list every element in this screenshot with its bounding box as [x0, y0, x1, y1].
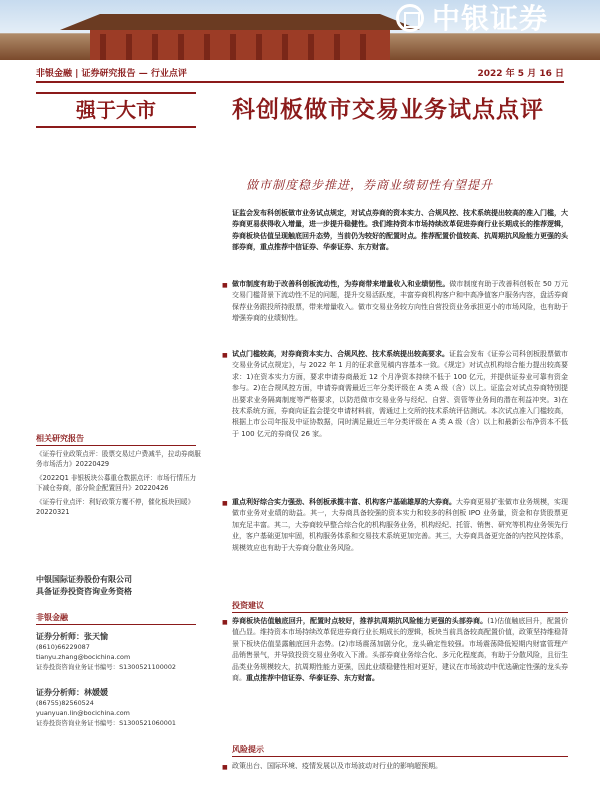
- report-subtitle: 做市制度稳步推进，券商业绩韧性有望提升: [246, 178, 494, 192]
- related-reports-list: [36, 449, 202, 521]
- point-text: 做市制度有助于改善科创板在 50 万元交易门槛背景下流动性不足的问题，提升交易活跃度，丰富券商机构客户和中高净值客户服务内容，盘活券商保荐业务跟投所持股票，带来增量收入。做市交易业务较方向性自营投资业务承担更小的市场风险，也有助于增强券商的业绩韧性。: [232, 280, 568, 323]
- analyst-name: 证券分析师：张天愉: [36, 632, 108, 641]
- rating-badge: 强于大市: [36, 92, 196, 128]
- sector-label: 非银金融: [36, 613, 68, 622]
- bullet-icon: ■: [222, 352, 228, 359]
- invest-paragraph: [232, 616, 568, 684]
- related-divider: [36, 445, 196, 446]
- analyst-phone: (8610)66229087: [36, 643, 90, 651]
- bullet-icon: ■: [222, 764, 228, 771]
- invest-tail: 重点推荐中信证券、华泰证券、东方财富。: [246, 674, 379, 683]
- key-point-3: [232, 497, 568, 554]
- analyst-email[interactable]: tianyu.zhang@bocichina.com: [36, 653, 131, 661]
- related-report-item[interactable]: 《证券行业点评：利好政策方覆不停，催化板块回暖》20220321: [36, 498, 195, 516]
- analyst-name: 证券分析师：林媛媛: [36, 688, 108, 697]
- invest-divider: [232, 612, 568, 613]
- analyst-card: [36, 632, 206, 672]
- key-point-1: [232, 279, 568, 325]
- risk-text: 政策出台、国际环境、疫情发展以及市场波动对行业的影响超预期。: [232, 762, 442, 770]
- firm-info: [36, 574, 202, 598]
- related-reports-label: 相关研究报告: [36, 434, 84, 443]
- key-point-2: [232, 349, 568, 440]
- analyst-card: [36, 688, 206, 728]
- invest-label: 投资建议: [232, 601, 264, 610]
- header-divider: [36, 81, 564, 83]
- report-date: 2022 年 5 月 16 日: [477, 69, 564, 79]
- header-banner: [0, 0, 600, 60]
- bullet-icon: ■: [222, 500, 228, 507]
- point-text: 证监会发布《证券公司科创板股票做市交易业务试点规定》，与 2022 年 1 月的征求意见稿内容基本一致。《规定》对试点机构综合能力提出较高要求：1)在资本实力方面，要求申请券商最近 12 个月净资本持续不低于 100 亿元，并提供证券业可靠有资金参与。2)在合规风控方面，申请券商需最近三年分类评级在 A 类 A 级（含）以上。证监会对试点券商特别提出要求业务隔离制度等严格要求，以防范做市交易业务与经纪、自营、资管等业务间的潜在利益冲突。3)在技术系统方面，券商向证监会提交申请材料前，需通过上交所的技术系统评估测试。本次试点准入门槛较高，根据上市公司年报及中证协数据，同时满足最近三年分类评级在 A 类 A 级（含）以上和最新公布净资本不低于 100 亿元的券商仅 26 家。: [232, 350, 568, 438]
- report-category: 非银金融 | 证券研究报告 — 行业点评: [36, 69, 187, 79]
- boc-logo-icon: [396, 4, 424, 32]
- bullet-icon: ■: [222, 282, 228, 289]
- firm-name: 中银国际证券股份有限公司: [36, 575, 132, 584]
- report-header: [36, 64, 564, 80]
- invest-lead: 券商板块估值触底回升，配置时点较好，推荐抗周期抗风险能力更强的头部券商。: [232, 617, 488, 625]
- firm-qualification: 具备证券投资咨询业务资格: [36, 587, 132, 596]
- brand-name: 中银证券: [432, 2, 549, 35]
- analyst-cert: 证券投资咨询业务证书编号：S1300521060001: [36, 719, 176, 727]
- analyst-email[interactable]: yuanyuan.lin@bocichina.com: [36, 709, 130, 717]
- sector-divider: [36, 624, 196, 625]
- related-report-item[interactable]: 《证券行业政策点评：股票交易过户费减半，拉动券商服务市场活力》20220429: [36, 450, 201, 468]
- palace-columns: [100, 34, 380, 60]
- intro-paragraph: [232, 208, 568, 254]
- invest-text: (1)估值触底回升，配置价值凸显。维持资本市场持续改革促进券商行业长期成长的逻辑，板块当前具备较高配置价值，政策坚持维稳背景下板块估值显露触底回升态势。(2)市场震荡加剧分化，龙头确定性较强。市场震荡降低短期内财富管理产品销售景气，并导致投资交易业务收入下滑。头部券商业务综合化、多元化程度高，有助于分散风险，且衍生品类业务规模较大，抗周期性能力更强，因此业绩稳健性相对更好，建议在市场波动中优选确定性强的龙头券商。: [232, 617, 569, 683]
- point-text: 大券商更易扩张做市业务规模，实现做市业务对业绩的助益。其一，大券商具备较强的资本实力和较多的科创板 IPO 业务量，资金和存货股票更加充足丰富。其二，大券商较早整合综合化的机构服务业务，机构经纪、托管、销售、研究等机构业务领先行业，客户基础更加牢固，机构服务体系和交易技术系统更加完善。其三，大券商具备更完备的内控风控体系，规模效应也有助于大券商分散业务风险。: [232, 498, 568, 552]
- report-title: 科创板做市交易业务试点点评: [232, 96, 544, 123]
- analyst-cert: 证券投资咨询业务证书编号：S1300521100002: [36, 663, 176, 671]
- point-lead: 做市制度有助于改善科创板流动性，为券商带来增量收入和业绩韧性。: [232, 280, 450, 288]
- risk-divider: [232, 756, 568, 757]
- related-report-item[interactable]: 《2022Q1 非银板块公募重仓数据点评：市场行情压力下减仓券商，部分险企配置回升》20220426: [36, 474, 197, 492]
- intro-text: 证监会发布科创板做市业务试点规定，对试点券商的资本实力、合规风控、技术系统提出较高的准入门槛，大券商更易获得收入增量，进一步提升稳健性。我们维持资本市场持续改革促进券商行业长期成长的推荐逻辑，券商板块估值呈现触底回升态势，当前仍为较好的配置时点。推荐配置价值较高、抗周期抗风险能力更强的头部券商，重点推荐中信证券、华泰证券、东方财富。: [232, 209, 568, 252]
- risk-label: 风险提示: [232, 745, 264, 754]
- analyst-phone: (86755)82560524: [36, 699, 94, 707]
- palace-roof: [60, 14, 420, 30]
- point-lead: 试点门槛较高，对券商资本实力、合规风控、技术系统提出较高要求。: [232, 350, 449, 358]
- bullet-icon: ■: [222, 619, 228, 626]
- point-lead: 重点利好综合实力强劲、科创板承揽丰富、机构客户基础雄厚的大券商。: [232, 498, 456, 506]
